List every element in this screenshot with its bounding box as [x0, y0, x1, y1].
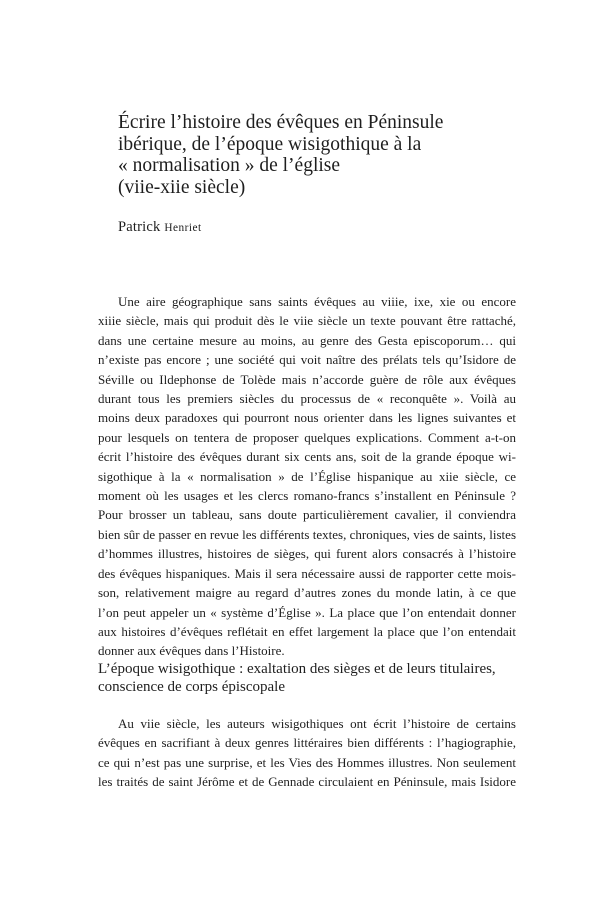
heading-line: L’époque wisigothique : exaltation des sièges et de leurs titulaires, [98, 661, 496, 677]
section-heading [98, 660, 516, 696]
text-line: dans une certaine mesure au moins, au genre des Gesta episcoporum… qui [98, 332, 516, 348]
text-line: aux histoires d’évêques reflétait en effet largement la place que l’on entendait [98, 623, 516, 639]
text-line: bien sûr de passer en revue les différents textes, chroniques, vies de saints, listes [98, 526, 516, 542]
text-line: ce qui n’est pas une surprise, et les Vies des Hommes illustres. Non seulement [98, 754, 516, 770]
text-line: évêques en sacrifiant à deux genres littéraires bien différents : l’hagiographie, [98, 735, 516, 751]
heading-line: conscience de corps épiscopale [98, 679, 285, 695]
text-line: moins deux paradoxes qui pourront nous orienter dans les lignes suivantes et [98, 410, 516, 426]
text-line: Pour brosser un tableau, sans doute particulièrement cavalier, il conviendra [98, 507, 516, 523]
text-line: d’hommes illustres, histoires de sièges, qui furent alors consacrés à l’histoire [98, 546, 516, 562]
intro-paragraph [98, 292, 516, 661]
text-line: des évêques hispaniques. Mais il sera nécessaire aussi de rapporter cette mois- [98, 565, 516, 581]
text-line: Séville ou Ildephonse de Tolède mais n’accorde guère de rôle aux évêques [98, 371, 516, 387]
text-line: son, relativement maigre au regard d’autres zones du monde latin, à ce que [98, 585, 516, 601]
text-line: écrit l’histoire des évêques durant six cents ans, soit de la grande époque wi- [98, 449, 516, 465]
text-line: n’existe pas encore ; une société qui voit naître des prélats tels qu’Isidore de [98, 352, 516, 368]
author-first-name: Patrick [118, 219, 161, 235]
text-line: Une aire géographique sans saints évêques au viiie, ixe, xie ou encore [118, 294, 516, 309]
author-name [118, 219, 202, 236]
text-line: sigothique à la « normalisation » de l’Église hispanique au xiie siècle, ce [98, 468, 516, 484]
title-line: « normalisation » de l’église [118, 155, 341, 176]
text-line: durant tous les premiers siècles du processus de « reconquête ». Voilà au [98, 391, 516, 407]
text-line: donner aux évêques dans l’Histoire. [98, 643, 285, 659]
title-line: Écrire l’histoire des évêques en Péninsule [118, 112, 444, 133]
article-title [118, 112, 518, 198]
text-line: l’on peut appeler un « système d’Église ». La place que l’on entendait donner [98, 604, 516, 620]
text-line: Au viie siècle, les auteurs wisigothiques ont écrit l’histoire de certains [118, 716, 516, 731]
text-line: les traités de saint Jérôme et de Gennade circulaient en Péninsule, mais Isidore [98, 774, 516, 790]
title-line: ibérique, de l’époque wisigothique à la [118, 133, 422, 155]
section-paragraph [98, 714, 516, 792]
text-line: moment où les usages et les clercs romano-francs s’installent en Péninsule ? [98, 488, 516, 504]
title-line: (viie-xiie siècle) [118, 176, 246, 198]
text-line: pour lesquels on tentera de proposer quelques explications. Comment a-t-on [98, 429, 516, 445]
author-last-name: Henriet [164, 222, 202, 234]
text-line: xiiie siècle, mais qui produit dès le viie siècle un texte pouvant être rattaché, [98, 313, 516, 329]
